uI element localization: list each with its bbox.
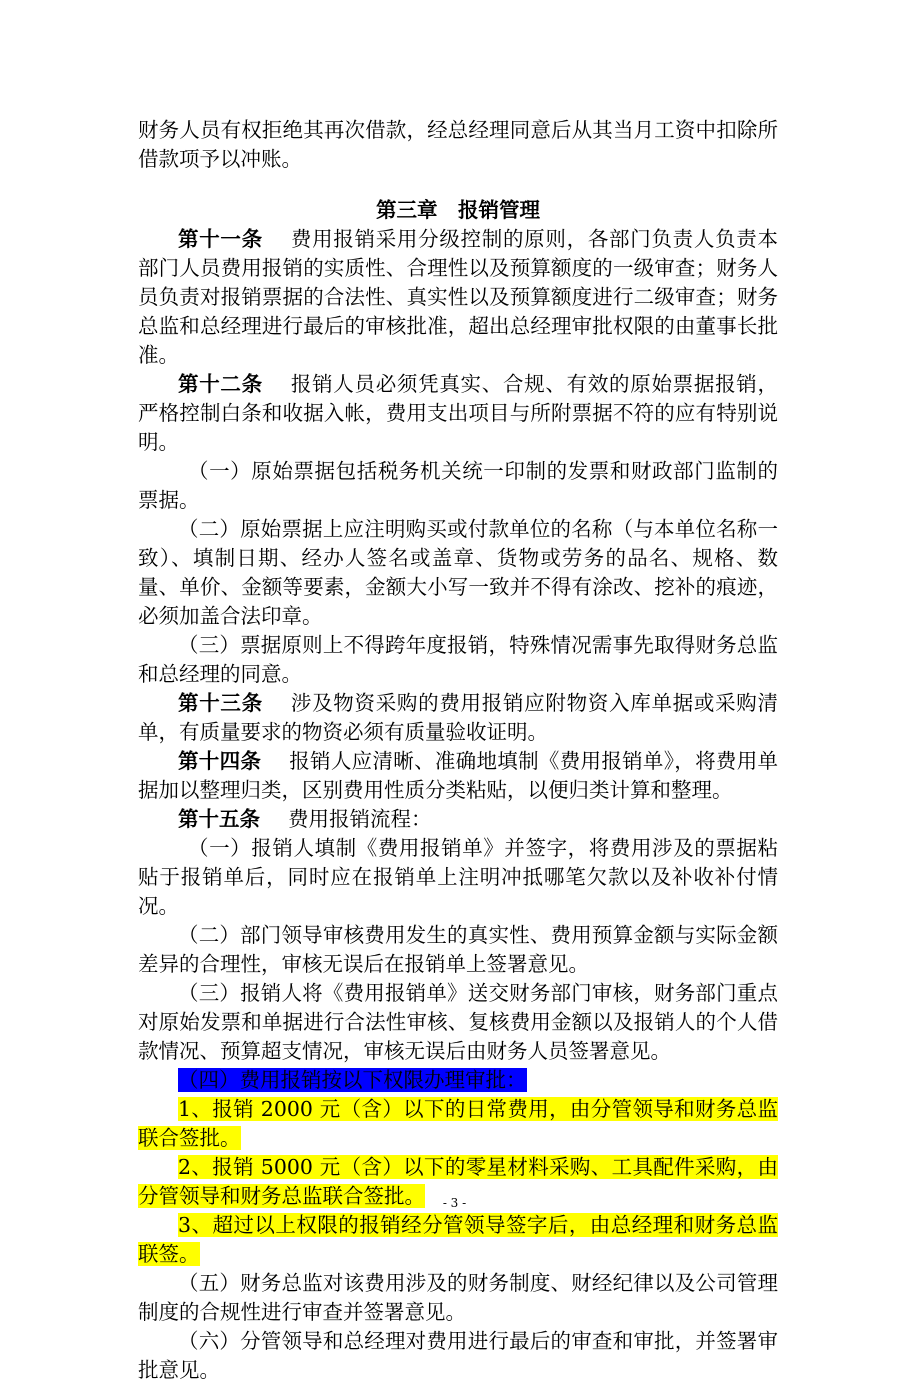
clause-15-4-1: [138, 1095, 778, 1153]
highlighted-text: 3、超过以上权限的报销经分管领导签字后，由总经理和财务总监联签。: [138, 1213, 778, 1266]
clause-15-1: （一）报销人填制《费用报销单》并签字，将费用涉及的票据粘贴于报销单后，同时应在报销单上注明冲抵哪笔欠款以及补收补付情况。: [138, 836, 778, 918]
article-label: 第十二条: [178, 372, 263, 396]
clause-15-5: （五）财务总监对该费用涉及的财务制度、财经纪律以及公司管理制度的合规性进行审查并签署意见。: [138, 1271, 778, 1324]
highlighted-text: （四）费用报销按以下权限办理审批：: [178, 1068, 527, 1092]
article-15: [138, 805, 778, 834]
clause-15-4: [138, 1066, 778, 1095]
article-text: 费用报销流程：: [288, 807, 432, 831]
article-11: [138, 225, 778, 370]
clause-15-6: （六）分管领导和总经理对费用进行最后的审查和审批，并签署审批意见。: [138, 1329, 778, 1382]
article-label: 第十四条: [178, 749, 262, 773]
article-text: 费用报销采用分级控制的原则，各部门负责人负责本部门人员费用报销的实质性、合理性以及预算额度的一级审查；财务人员负责对报销票据的合法性、真实性以及预算额度进行二级审查；财务总监和总经理进行最后的审核批准，超出总经理审批权限的由董事长批准。: [138, 227, 779, 367]
clause-12-2: （二）原始票据上应注明购买或付款单位的名称（与本单位名称一致）、填制日期、经办人签名或盖章、货物或劳务的品名、规格、数量、单价、金额等要素，金额大小写一致并不得有涂改、挖补的痕迹，必须加盖合法印章。: [138, 517, 778, 628]
chapter-title: 第三章 报销管理: [376, 198, 540, 222]
highlighted-text: 2、报销 5000 元（含）以下的零星材料采购、工具配件采购，由分管领导和财务总监联合签批。: [138, 1155, 778, 1208]
article-text: 涉及物资采购的费用报销应附物资入库单据或采购清单，有质量要求的物资必须有质量验收证明。: [138, 691, 779, 744]
article-text: 报销人应清晰、准确地填制《费用报销单》，将费用单据加以整理归类，区别费用性质分类粘贴，以便归类计算和整理。: [138, 749, 779, 802]
page-number: - 3 -: [442, 1196, 467, 1210]
highlighted-text: 1、报销 2000 元（含）以下的日常费用，由分管领导和财务总监联合签批。: [138, 1097, 778, 1150]
clause-15-2: （二）部门领导审核费用发生的真实性、费用预算金额与实际金额差异的合理性，审核无误后在报销单上签署意见。: [138, 923, 778, 976]
clause-12-1: （一）原始票据包括税务机关统一印制的发票和财政部门监制的票据。: [138, 459, 778, 512]
clause-15-3: （三）报销人将《费用报销单》送交财务部门审核，财务部门重点对原始发票和单据进行合法性审核、复核费用金额以及报销人的个人借款情况、预算超支情况，审核无误后由财务人员签署意见。: [138, 981, 778, 1063]
article-label: 第十一条: [178, 227, 263, 251]
clause-12-3: （三）票据原则上不得跨年度报销，特殊情况需事先取得财务总监和总经理的同意。: [138, 633, 778, 686]
article-label: 第十五条: [178, 807, 260, 831]
article-label: 第十三条: [178, 691, 263, 715]
body-text: [138, 116, 778, 1385]
article-text: 报销人员必须凭真实、合规、有效的原始票据报销，严格控制白条和收据入帐，费用支出项目与所附票据不符的应有特别说明。: [138, 372, 779, 454]
article-14: [138, 747, 778, 805]
clause-15-4-3: [138, 1211, 778, 1269]
article-13: [138, 689, 778, 747]
paragraph-continuation: 财务人员有权拒绝其再次借款，经总经理同意后从其当月工资中扣除所借款项予以冲账。: [138, 118, 778, 171]
article-12: [138, 370, 778, 457]
